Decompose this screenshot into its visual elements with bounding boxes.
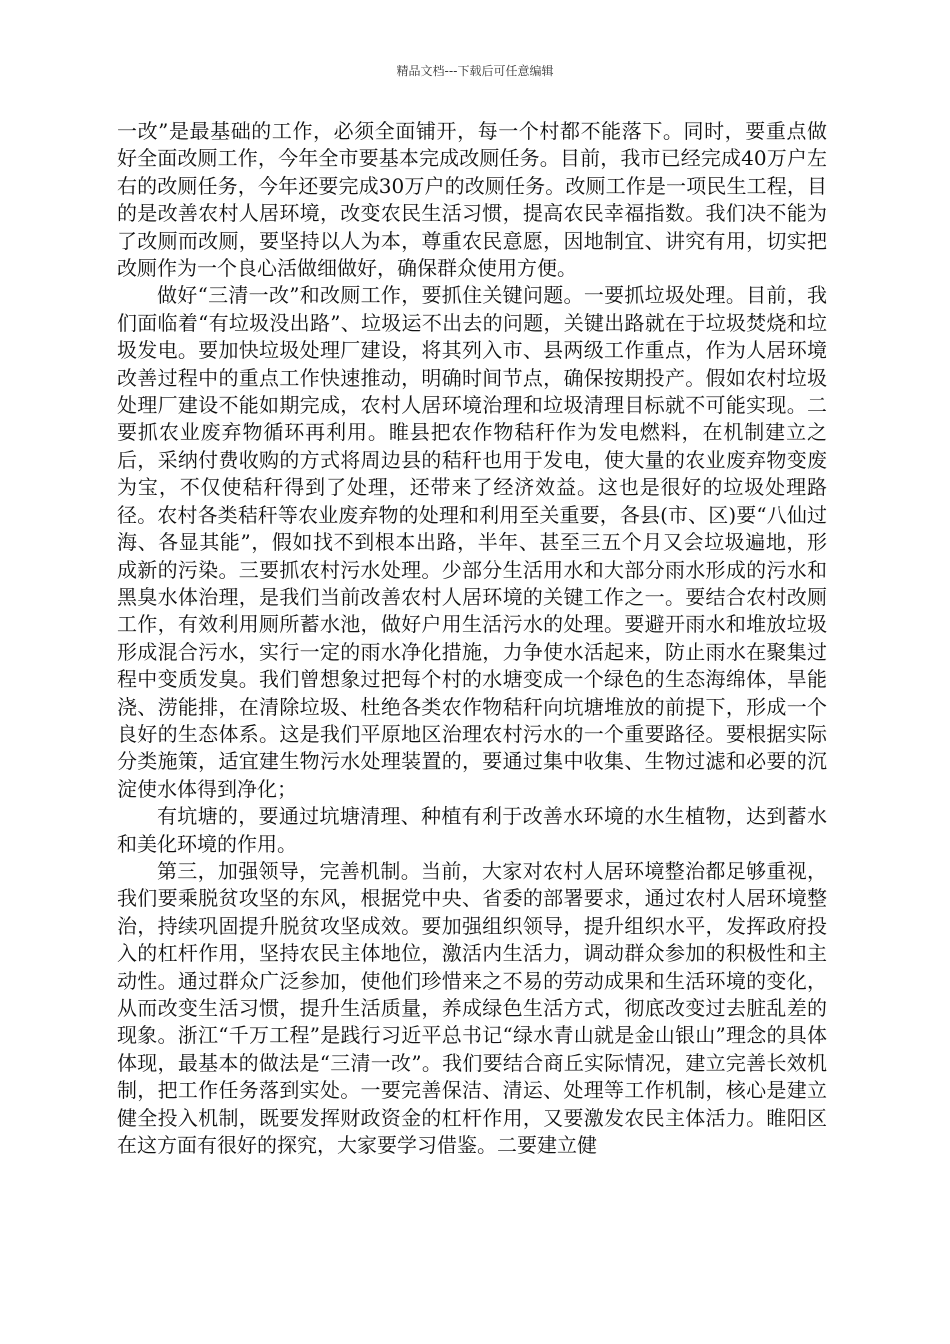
page-header: 精品文档---下载后可任意编辑: [396, 64, 554, 78]
paragraph-4: 第三，加强领导，完善机制。当前，大家对农村人居环境整治都足够重视，我们要乘脱贫攻坚的东风，根据党中央、省委的部署要求，通过农村人居环境整治，持续巩固提升脱贫攻坚成效。要加强组织领导，提升组织水平，发挥政府投入的杠杆作用，坚持农民主体地位，激活内生活力，调动群众参加的积极性和主动性。通过群众广泛参加，使他们珍惜来之不易的劳动成果和生活环境的变化，从而改变生活习惯，提升生活质量，养成绿色生活方式，彻底改变过去脏乱差的现象。浙江“千万工程”是践行习近平总书记“绿水青山就是金山银山”理念的具体体现，最基本的做法是“三清一改”。我们要结合商丘实际情况，建立完善长效机制，把工作任务落到实处。一要完善保洁、清运、处理等工作机制，核心是建立健全投入机制，既要发挥财政资金的杠杆作用，又要激发农民主体活力。睢阳区在这方面有很好的探究，大家要学习借鉴。二要建立健: [117, 858, 827, 1158]
document-body: [117, 118, 827, 1159]
paragraph-3: 有坑塘的，要通过坑塘清理、种植有利于改善水环境的水生植物，达到蓄水和美化环境的作用。: [117, 804, 827, 856]
paragraph-2: 做好“三清一改”和改厕工作，要抓住关键问题。一要抓垃圾处理。目前，我们面临着“有垃圾没出路”、垃圾运不出去的问题，关键出路就在于垃圾焚烧和垃圾发电。要加快垃圾处理厂建设，将其列入市、县两级工作重点，作为人居环境改善过程中的重点工作快速推动，明确时间节点，确保按期投产。假如农村垃圾处理厂建设不能如期完成，农村人居环境治理和垃圾清理目标就不可能实现。二要抓农业废弃物循环再利用。睢县把农作物秸秆作为发电燃料，在机制建立之后，采纳付费收购的方式将周边县的秸秆也用于发电，使大量的农业废弃物变废为宝，不仅使秸秆得到了处理，还带来了经济效益。这也是很好的垃圾处理路径。农村各类秸秆等农业废弃物的处理和利用至关重要，各县(市、区)要“八仙过海、各显其能”，假如找不到根本出路，半年、甚至三五个月又会垃圾遍地，形成新的污染。三要抓农村污水处理。少部分生活用水和大部分雨水形成的污水和黑臭水体治理，是我们当前改善农村人居环境的关键工作之一。要结合农村改厕工作，有效利用厕所蓄水池，做好户用生活污水的处理。要避开雨水和堆放垃圾形成混合污水，实行一定的雨水净化措施，力争使水活起来，防止雨水在聚集过程中变质发臭。我们曾想象过把每个村的水塘变成一个绿色的生态海绵体，旱能浇、涝能排，在清除垃圾、杜绝各类农作物秸秆向坑塘堆放的前提下，形成一个良好的生态体系。这是我们平原地区治理农村污水的一个重要路径。要根据实际分类施策，适宜建生物污水处理装置的，要通过集中收集、生物过滤和必要的沉淀使水体得到净化；: [117, 283, 827, 801]
paragraph-1: 一改”是最基础的工作，必须全面铺开，每一个村都不能落下。同时，要重点做好全面改厕工作，今年全市要基本完成改厕任务。目前，我市已经完成40万户左右的改厕任务，今年还要完成30万户的改厕任务。改厕工作是一项民生工程，目的是改善农村人居环境，改变农民生活习惯，提高农民幸福指数。我们决不能为了改厕而改厕，要坚持以人为本，尊重农民意愿，因地制宜、讲究有用，切实把改厕作为一个良心活做细做好，确保群众使用方便。: [117, 119, 827, 281]
